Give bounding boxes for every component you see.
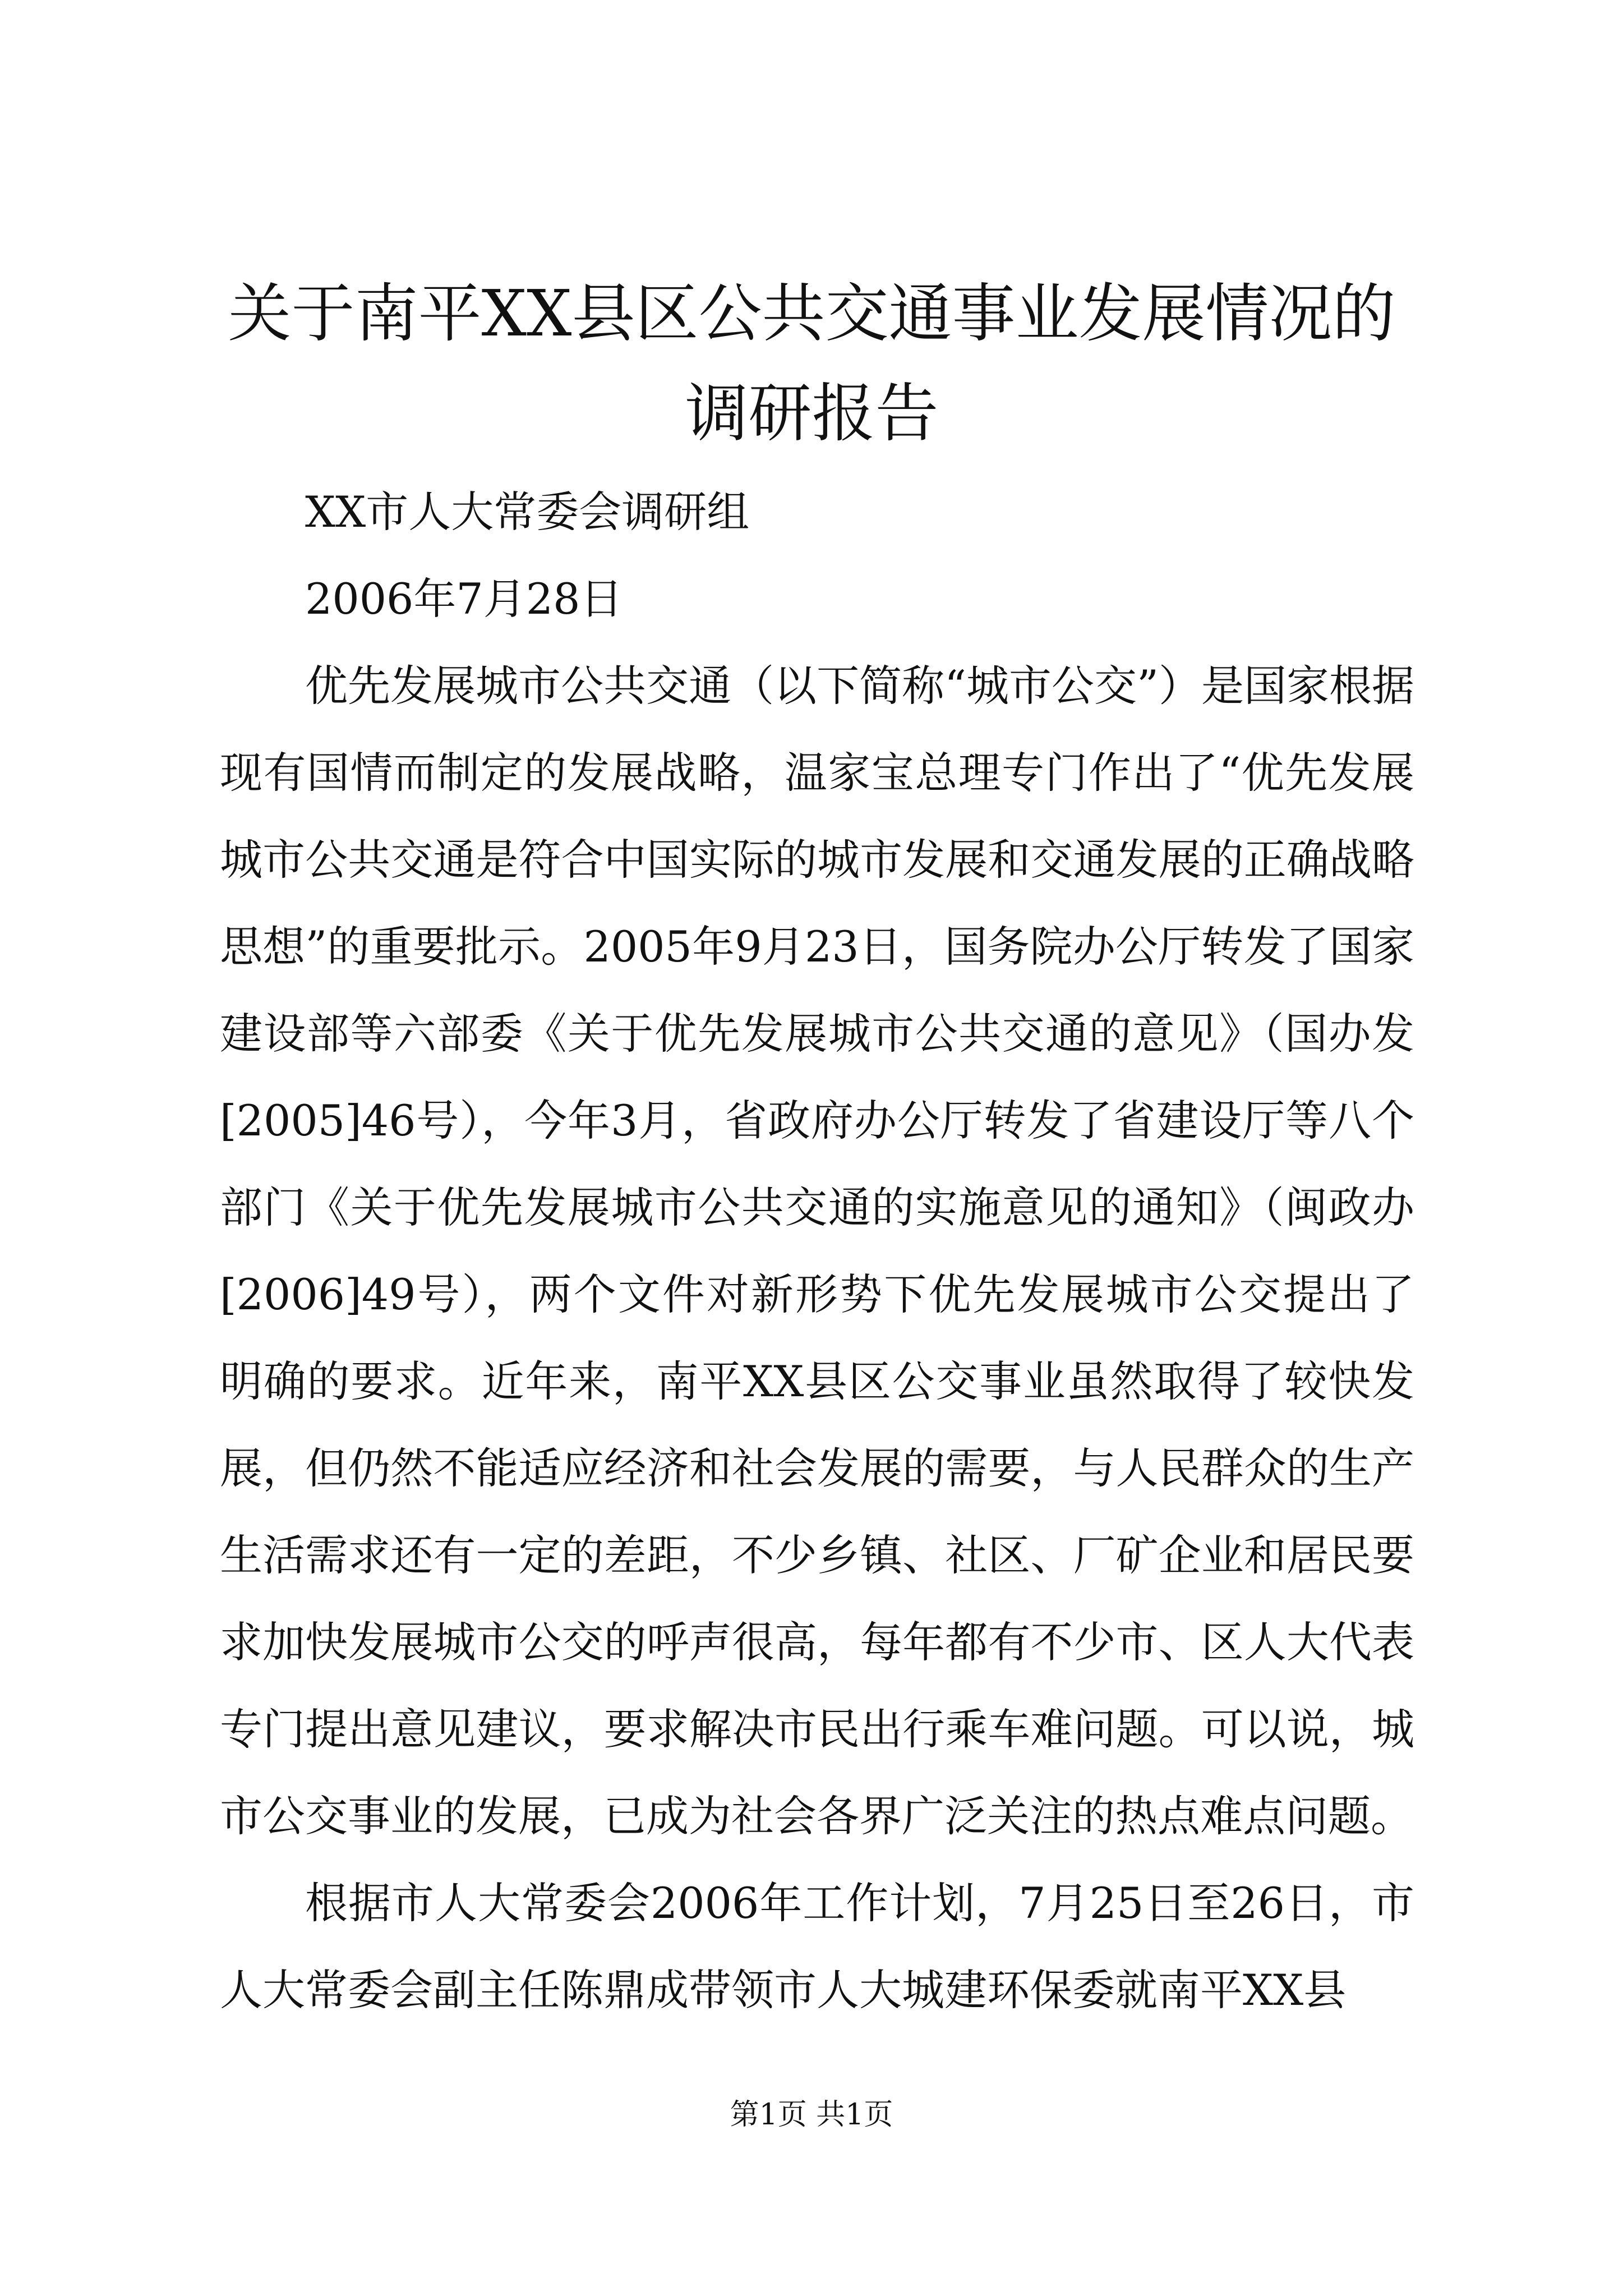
date-line: 2006年7月28日 <box>305 574 623 624</box>
document-title: 关于南平XX县区公共交通事业发展情况的调研报告 <box>228 277 1396 450</box>
body-paragraph-1: 优先发展城市公共交通（以下简称“城市公交”）是国家根据现有国情而制定的发展战略，温家宝总理专门作出了“优先发展城市公共交通是符合中国实际的城市发展和交通发展的正确战略思想”的重要批示。2005年9月23日，国务院办公厅转发了国家建设部等六部委《关于优先发展城市公共交通的意见》（国办发[2005]46号），今年3月，省政府办公厅转发了省建设厅等八个部门《关于优先发展城市公共交通的实施意见的通知》（闽政办[2006]49号），两个文件对新形势下优先发展城市公交提出了明确的要求。近年来，南平XX县区公交事业虽然取得了较快发展，但仍然不能适应经济和社会发展的需要，与人民群众的生产生活需求还有一定的差距，不少乡镇、社区、厂矿企业和居民要求加快发展城市公交的呼声很高，每年都有不少市、区人大代表专门提出意见建议，要求解决市民出行乘车难问题。可以说，城市公交事业的发展，已成为社会各界广泛关注的热点难点问题。 <box>220 661 1414 1841</box>
body-paragraph-2: 根据市人大常委会2006年工作计划，7月25日至26日，市人大常委会副主任陈鼎成带领市人大城建环保委就南平XX县 <box>220 1878 1414 2015</box>
author-line: XX市人大常委会调研组 <box>305 487 750 537</box>
document-body <box>220 468 1414 2033</box>
page-footer: 第1页 共1页 <box>730 2098 893 2132</box>
